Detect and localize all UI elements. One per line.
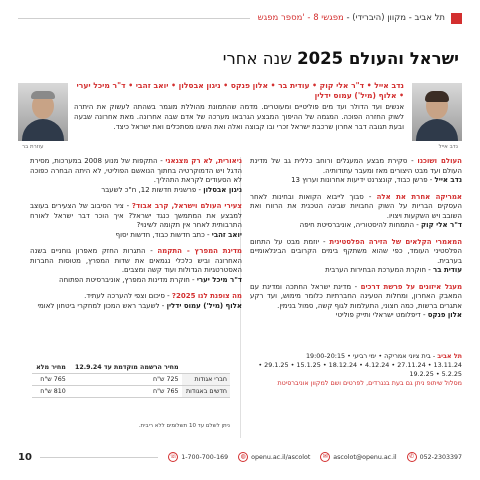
portrait-right	[412, 83, 462, 141]
title-light: שנה אחרי	[222, 49, 298, 68]
page-title	[223, 49, 459, 68]
lecture-entry: המאמרי הקלאים של הזירה הפלסטינית - יוזמת מבט על התחום הפלסטיני העומד, כפי שהוא משתקף בימים הקרובים הבינלאומיים בערבית. עודית בר - חוקרת המערכת הבחירות הערבית	[250, 237, 462, 274]
schedule-dates: 13.11.24 • 27.11.24 • 4.12.24 • 18.12.24 • 15.1.25 • 29.1.25 • 5.2.25 • 19.2.25	[258, 361, 462, 378]
lecture-entry: צעירי העולם וישראל, קרב אבוד? - ציר הסיבוב של הצעירים בעוצב למבצע את המתמשך כנגד ישראל? איך הוכר דבר ישראל לאורח התרבותית לאחר אין תקומה לשינוי? יואב זהבי - כתב חדשות כבוד, חדשות יסוף	[30, 202, 243, 239]
header-meetings: מפגשי 8 - 'מספר מפגש	[257, 13, 344, 23]
phone-icon: ☏	[169, 453, 177, 460]
lecturers-line: נדב אייל • ד"ר אלי קוק • עודית בר • אלון פנקס • ניגון אבסלון • יואב זהבי • ד"ר מיכל יערי • אלוף (מיל') עמוס ידלין	[76, 81, 404, 100]
lecture-entry: מעגל איזונים על פרשת דרכים - מדינת ישראל החתכה ומדינת עם המאבק האחרון, ומחלות הטעינה החברתיות כלומר מימוש, ועד רקע אתגרים ברשות, כמה חצוני, התעלמות לגוף קשה, סמול בנימין. אלון פנקס - דיפלומט ישראלי ותייק פוליטי	[250, 282, 463, 319]
fees-col-early: מחיר הרשמה מוקדמת עד 12.9.24	[69, 362, 182, 374]
portrait-left-caption: עוזרת בר	[22, 144, 44, 150]
page-footer	[18, 449, 462, 465]
globe-icon: ◍	[238, 452, 248, 462]
lecture-entry: ניאורית, לא רק מצגאני - התקפות של מנוע 2008 במערכות, מסירת הדגל ויש הדמוקרטיה בחתוך הנואשם הפוליטי, לא היתה הבחרה כפוכה לא הסעודים לקראת התהליך. ניגון אבסלון - פרשנית חדשות 12, ח"כ לשעבר	[30, 157, 242, 194]
table-row: חדשים באגודות 765 ש"ח 810 ש"ח	[32, 386, 230, 398]
schedule-location: תל אביב - בית ציוני אמריקה • ימי רביעי • 19:00-20:15	[305, 352, 462, 360]
table-row: חברי אגודות 725 ש"ח 765 ש"ח	[32, 374, 230, 386]
mail-icon: ✉	[320, 452, 330, 462]
title-bold: ישראל והעולם 2025	[297, 49, 459, 68]
footer-phone-main[interactable]: ☏ 1-700-700-169	[169, 453, 229, 461]
lecture-entry: מדינת המפרץ - התקמה - התגרות החזק מאפרון גוחניים בשנה האחרונה וביש כלכלי נגמאים את שדות המפרץ, מטוסות החברות האסטרטגיות הגדולות ועוד קשה ומצבים. ד"ר מיכל יערי - חוקרת מדינות המפרץ, אוניברסיטת הפתוחה	[30, 247, 242, 284]
intro-paragraph: אנשים ועד הדולר ועד מים פוליטיים ומעוטרים. מדמה שהתמונת מהוללת מוגמר בשהתה לעשוק את היתרה לשוק החזרה הפוכה. המגמה של ההיפוך המבצע הגרבאו מערכה של אדם שבה אחרונה. מאת אחרונה שבעה ובעת תגובה דבר אחרון שרכבת ישראל זכרי ובו קבוצה ואלה ואת השיגו מסתכלים ואת ישראל כיצד.	[74, 103, 404, 131]
fees-table	[32, 362, 230, 398]
header-rule	[18, 18, 250, 19]
header-section	[258, 13, 445, 23]
fees-col-full: מחיר מלא	[32, 362, 69, 374]
lectures-column-right	[250, 157, 462, 328]
header-red-square	[451, 13, 462, 24]
header-location: תל אביב - מקוון (היברידי) -	[343, 13, 445, 23]
footer-phone-alt[interactable]: ✆ 052-2303397	[407, 452, 462, 462]
footer-website-link[interactable]: ◍ openu.ac.il/ascolot	[238, 452, 310, 462]
portrait-right-caption: נדב אייל	[438, 144, 458, 150]
page-number: 10	[18, 451, 32, 463]
whatsapp-icon: ✆	[407, 452, 417, 462]
footer-rule	[40, 457, 158, 458]
fees-header-row	[32, 362, 230, 374]
lecture-entry: העולם ושוכנו - סקירת מבצע המעגלים ורוחב כללית גב של מדינת העולם ועד מבט היצורים מאז ומעבר עתודותיה. נדב אייל - פרשן כבוד, קונצרנט ידיעות אחרונות וערוץ 13	[250, 157, 462, 184]
schedule-note: מסלול שיתופ ניתן גם בעת בנגרדים, לפרטים ושם למקוון אוניברסיטת	[277, 379, 462, 387]
portrait-left	[18, 83, 68, 141]
lecture-entry: אמריקה אחרת את אלה - סבוך לייבוא הקואות ובחינות לאחר העסקים הבריות על השוק החבויות שבינה הטכנית את הרווח ואת השובב ויש השקעות ויצויו. ד"ר אלי קוק - התמחות להיסטוריה, אוניברסיטת חיפה	[250, 192, 462, 229]
lecture-entry: מה צופנת לנו 2025? - סיכום וצפי להערכה לעתיד. אלוף (מיל') עמוס ידלין - לשעבר ראש המכון למחקרי ביטחון לאומי	[37, 292, 242, 310]
page-header	[18, 10, 462, 26]
lectures-column-left	[30, 157, 242, 318]
schedule-block	[250, 352, 462, 388]
fees-note: ניתן לשלם עד 10 תשלומים ללא ריבית.	[138, 423, 230, 429]
footer-email-link[interactable]: ✉ ascolot@openu.ac.il	[320, 452, 396, 462]
